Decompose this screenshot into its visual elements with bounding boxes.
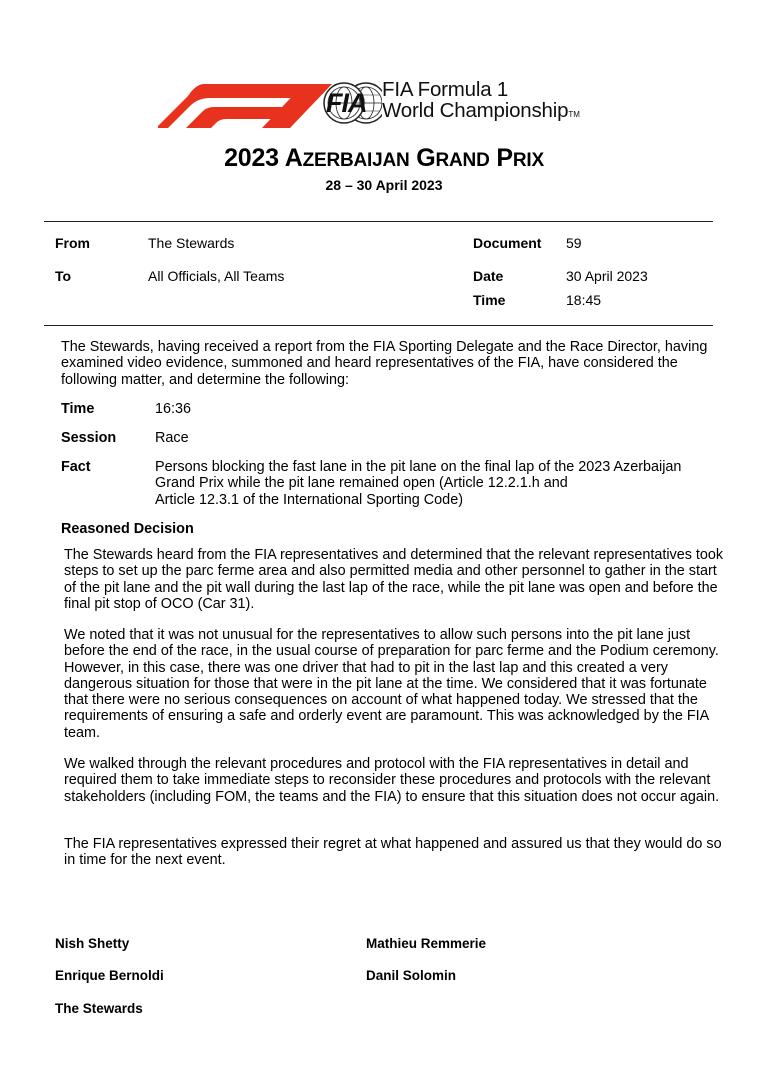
fact-line: Persons blocking the fast lane in the pit lane on the final lap of the 2023 Azerbaijan xyxy=(155,459,682,475)
title-word-3: PRIX xyxy=(496,144,544,172)
steward-name: Mathieu Remmerie xyxy=(366,936,487,951)
steward-name: Enrique Bernoldi xyxy=(55,968,164,983)
reasoned-decision-heading: Reasoned Decision xyxy=(61,521,194,537)
date-value: 30 April 2023 xyxy=(566,268,648,284)
from-value: The Stewards xyxy=(148,235,235,251)
incident-time-label: Time xyxy=(61,401,95,417)
to-value: All Officials, All Teams xyxy=(148,268,285,284)
decision-paragraph-4: The FIA representatives expressed their regret at what happened and assured us that they would do so in time for the next event. xyxy=(64,836,722,869)
fact-line: Article 12.3.1 of the International Sporting Code) xyxy=(155,491,463,508)
header-divider-top xyxy=(44,221,713,222)
fia-emblem-text: FIA xyxy=(326,88,367,118)
trademark-symbol: TM xyxy=(568,110,580,119)
decision-paragraph-2: We noted that it was not unusual for the representatives to allow such persons into the pit lane just before the end of the race, in the usual course of preparation for parc ferme and the Podium ceremony. However, in this case, there was one driver that had to pit in the last lap and this created a very dangerous situation for those that were in the pit lane at the time. We considered that it was fortunate that there were no serious consequences on account of what happened today. We stressed that the requirements of ensuring a safe and orderly event are paramount. This was acknowledged by the FIA team. xyxy=(64,627,719,741)
steward-name: Danil Solomin xyxy=(366,968,457,983)
f1-fia-logo xyxy=(158,76,618,132)
title-year: 2023 xyxy=(224,144,279,172)
brand-line-2: World Championship xyxy=(382,99,569,122)
brand-wordmark xyxy=(382,79,580,125)
fact-line: Grand Prix while the pit lane remained open (Article 12.2.1.h and xyxy=(155,475,568,492)
to-label: To xyxy=(55,268,72,284)
brand-line-1: FIA Formula 1 xyxy=(382,78,509,101)
decision-paragraph-1: The Stewards heard from the FIA representatives and determined that the relevant representatives took steps to set up the parc ferme area and also permitted media and other personnel to gather in the start of the pit lane and the pit wall during the last lap of the race, while the pit lane was open and before the final pit stop of OCO (Car 31). xyxy=(64,547,724,612)
date-label: Date xyxy=(473,268,504,284)
intro-paragraph: The Stewards, having received a report from the FIA Sporting Delegate and the Race Director, having examined video evidence, summoned and heard representatives of the FIA, have considered the following matter, and determine the following: xyxy=(61,339,708,388)
page-title xyxy=(0,144,768,173)
session-value: Race xyxy=(155,430,189,446)
document-number: 59 xyxy=(566,235,582,251)
document-label: Document xyxy=(473,235,542,251)
fact-label: Fact xyxy=(61,459,91,475)
steward-name: Nish Shetty xyxy=(55,936,130,951)
header-divider-bottom xyxy=(44,325,713,326)
event-dates: 28 – 30 April 2023 xyxy=(325,177,443,193)
incident-time-value: 16:36 xyxy=(155,401,192,417)
signature-closing: The Stewards xyxy=(55,1001,143,1016)
decision-paragraph-3: We walked through the relevant procedures and protocol with the FIA representatives in detail and required them to take immediate steps to reconsider these procedures and protocols with the relevant stakeholders (including FOM, the teams and the FIA) to ensure that this situation does not occur again. xyxy=(64,756,720,805)
fact-value xyxy=(155,459,735,508)
title-word-1: AZERBAIJAN xyxy=(284,144,410,172)
session-label: Session xyxy=(61,430,117,446)
time-value: 18:45 xyxy=(566,292,602,308)
title-word-2: GRAND xyxy=(416,144,490,172)
from-label: From xyxy=(55,235,90,251)
time-label: Time xyxy=(473,292,506,308)
